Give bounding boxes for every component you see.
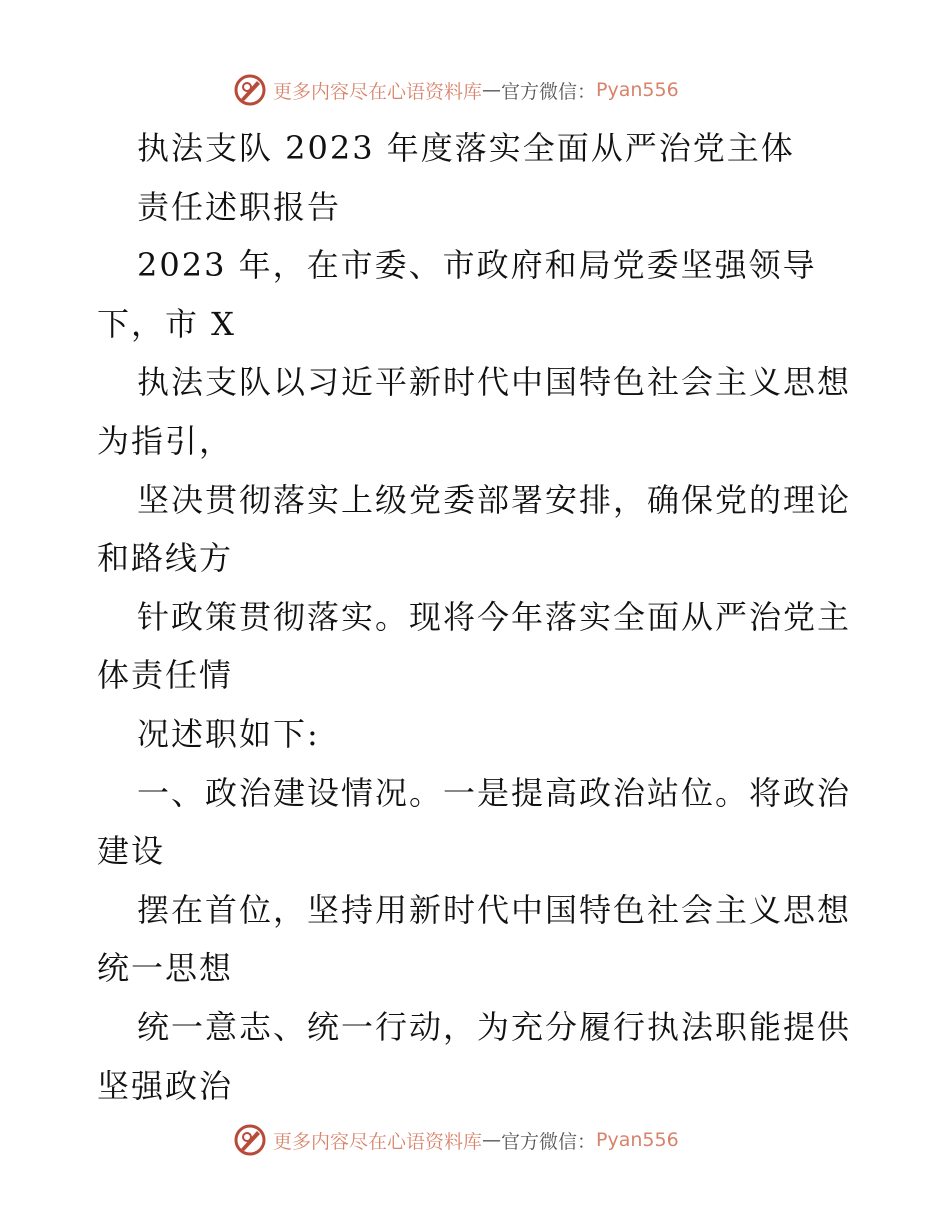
text-line: 执法支队以习近平新时代中国特色社会主义思想 [137,363,852,402]
watermark-site: 更多内容尽在心语资料库 [273,80,483,103]
watermark-site: 更多内容尽在心语资料库 [273,1130,483,1153]
watermark-label: 官方微信： [501,1130,597,1153]
text-line: 和路线方 [97,539,234,578]
text-line: 针政策贯彻落实。现将今年落实全面从严治党主 [137,597,852,636]
footer-watermark [233,1120,679,1160]
watermark-label: 官方微信： [501,80,597,103]
text-line: 坚强政治 [97,1066,234,1105]
text-line: 为指引， [97,422,234,460]
text-line: 责任述职报告 [137,187,342,226]
text-line: 2023 年，在市委、市政府和局党委坚强领导 [137,246,817,285]
watermark-id: Pyan556 [596,1129,679,1151]
watermark-dash: — [482,1129,502,1151]
text-line: 摆在首位，坚持用新时代中国特色社会主义思想 [137,890,852,929]
text-line: 统一思想 [97,949,234,988]
text-line: 下，市 X [97,304,236,343]
pen-logo-icon [233,73,267,107]
text-line: 一、政治建设情况。一是提高政治站位。将政治 [137,773,852,812]
pen-logo-icon [233,1123,267,1157]
text-line: 建设 [97,832,166,871]
watermark-dash: — [482,79,502,101]
header-watermark [233,70,679,110]
text-line: 坚决贯彻落实上级党委部署安排，确保党的理论 [137,480,852,519]
text-line: 统一意志、统一行动，为充分履行执法职能提供 [137,1008,852,1046]
text-line: 体责任情 [97,656,234,695]
text-line: 况述职如下: [137,715,320,753]
text-line: 执法支队 2023 年度落实全面从严治党主体 [137,129,795,167]
watermark-id: Pyan556 [596,79,679,101]
